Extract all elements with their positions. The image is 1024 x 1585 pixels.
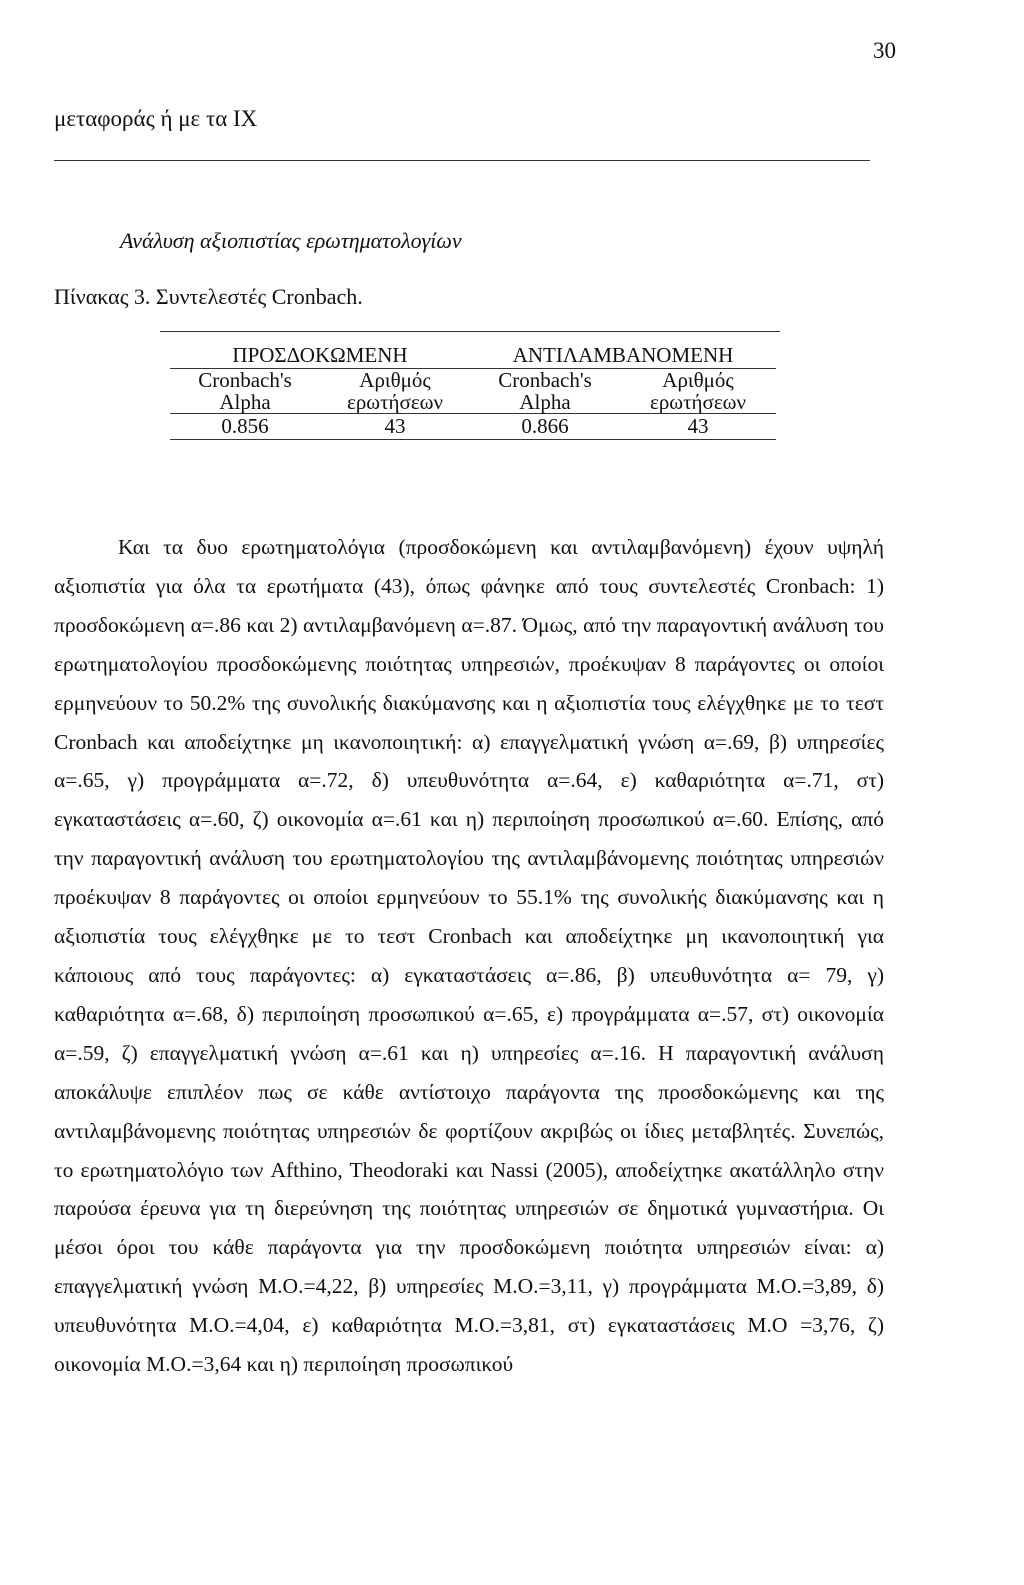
table-group-header-row: [170, 344, 776, 369]
table-row: [170, 414, 776, 440]
table-column-header-row: [170, 369, 776, 414]
body-paragraph: Και τα δυο ερωτηματολόγια (προσδοκώμενη και αντιλαμβανόμενη) έχουν υψηλή αξιοπιστία για όλα τα ερωτήματα (43), όπως φάνηκε από τους συντελεστές Cronbach: 1) προσδοκώμενη α=.86 και 2) αντιλαμβανόμενη α=.87. Όμως, από την παραγοντική ανάλυση του ερωτηματολογίου προσδοκώμενης ποιότητας υπηρεσιών, προέκυψαν 8 παράγοντες οι οποίοι ερμηνεύουν το 50.2% της συνολικής διακύμανσης και η αξιοπιστία τους ελέγχθηκε με το τεστ Cronbach και αποδείχτηκε μη ικανοποιητική: α) επαγγελματική γνώση α=.69, β) υπηρεσίες α=.65, γ) προγράμματα α=.72, δ) υπευθυνότητα α=.64, ε) καθαριότητα α=.71, στ) εγκαταστάσεις α=.60, ζ) οικονομία α=.61 και η) περιποίηση προσωπικού α=.60. Επίσης, από την παραγοντική ανάλυση του ερωτηματολογίου της αντιλαμβάνομενης ποιότητας υπηρεσιών προέκυψαν 8 παράγοντες οι οποίοι ερμηνεύουν το 55.1% της συνολικής διακύμανσης και η αξιοπιστία τους ελέγχθηκε με το τεστ Cronbach και αποδείχτηκε μη ικανοποιητική για κάποιους από τους παράγοντες: α) εγκαταστάσεις α=.86, β) υπευθυνότητα α= 79, γ) καθαριότητα α=.68, δ) περιποίηση προσωπικού α=.65, ε) προγράμματα α=.57, στ) οικονομία α=.59, ζ) επαγγελματική γνώση α=.61 και η) υπηρεσίες α=.16. Η παραγοντική ανάλυση αποκάλυψε επιπλέον πως σε κάθε αντίστοιχο παράγοντα της προσδοκώμενης και της αντιλαμβάνομενης ποιότητας υπηρεσιών δε φορτίζουν ακριβώς οι ίδιες μεταβλητές. Συνεπώς, το ερωτηματολόγιο των Afthino, Theodoraki και Nassi (2005), αποδείχτηκε ακατάλληλο στην παρούσα έρευνα για τη διερεύνηση της ποιότητας υπηρεσιών σε δημοτικά γυμναστήρια. Οι μέσοι όροι του κάθε παράγοντα για την προσδοκώμενη ποιότητα υπηρεσιών είναι: α) επαγγελματική γνώση Μ.Ο.=4,22, β) υπηρεσίες Μ.Ο.=3,11, γ) προγράμματα Μ.Ο.=3,89, δ) υπευθυνότητα Μ.Ο.=4,04, ε) καθαριότητα Μ.Ο.=3,81, στ) εγκαταστάσεις Μ.Ο =3,76, ζ) οικονομία Μ.Ο.=3,64 και η) περιποίηση προσωπικού: [54, 535, 884, 1377]
group-header-perceived: ΑΝΤΙΛΑΜΒΑΝΟΜΕΝΗ: [470, 344, 776, 369]
cell-perceived-questions: 43: [620, 414, 776, 440]
cronbach-table: [170, 344, 776, 440]
column-header-expected-alpha: Cronbach's Alpha: [170, 369, 320, 414]
table-top-rule: [160, 331, 780, 332]
column-header-perceived-questions: Αριθμός ερωτήσεων: [620, 369, 776, 414]
cell-expected-alpha: 0.856: [170, 414, 320, 440]
group-header-expected: ΠΡΟΣΔΟΚΩΜΕΝΗ: [170, 344, 470, 369]
horizontal-rule: [54, 160, 870, 161]
table-caption: Πίνακας 3. Συντελεστές Cronbach.: [54, 284, 363, 309]
continued-text-line: μεταφοράς ή με τα ΙΧ: [54, 106, 258, 131]
cell-expected-questions: 43: [320, 414, 470, 440]
cronbach-table-container: [170, 344, 776, 440]
cell-perceived-alpha: 0.866: [470, 414, 620, 440]
section-heading: Ανάλυση αξιοπιστίας ερωτηματολογίων: [120, 228, 462, 253]
column-header-perceived-alpha: Cronbach's Alpha: [470, 369, 620, 414]
page-number: 30: [873, 38, 896, 63]
column-header-expected-questions: Αριθμός ερωτήσεων: [320, 369, 470, 414]
